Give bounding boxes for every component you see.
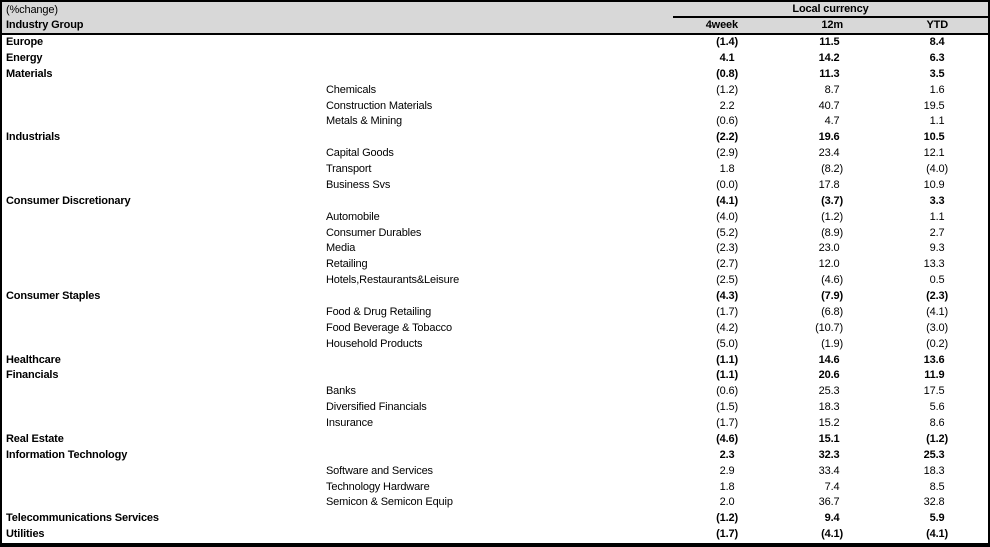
industry-group-label (2, 146, 324, 162)
value-12m: 15.2 (818, 417, 843, 429)
industry-group-label (2, 241, 324, 257)
value-12m: (3.7) (821, 194, 843, 207)
value-ytd: 10.9 (923, 178, 948, 191)
value-12m: (10.7) (815, 321, 843, 334)
value-4week: (1.5) (716, 401, 738, 414)
value-4week: (2.9) (716, 147, 738, 160)
value-ytd: 8.4 (929, 36, 948, 48)
value-4week: 1.8 (719, 163, 738, 175)
value-ytd: 19.5 (923, 99, 948, 112)
sub-industry-label (324, 289, 673, 305)
value-4week: 2.3 (719, 448, 738, 461)
value-12m: 4.7 (824, 115, 843, 128)
column-header-4week: 4week (705, 19, 738, 31)
table-row (2, 162, 988, 178)
value-12m: 17.8 (818, 178, 843, 191)
industry-group-label (2, 321, 324, 337)
value-4week: (4.2) (716, 321, 738, 334)
sub-industry-label (324, 67, 673, 83)
table-row (2, 448, 988, 464)
value-12m: 33.4 (818, 464, 843, 477)
industry-group-label (2, 99, 324, 115)
value-ytd: (1.2) (926, 432, 948, 445)
table-row (2, 495, 988, 511)
industry-group-label (2, 495, 324, 511)
table-row (2, 400, 988, 416)
value-4week: (1.7) (716, 417, 738, 429)
table-row (2, 146, 988, 162)
industry-group-label: Telecommunications Services (6, 512, 159, 525)
industry-group-label (2, 83, 324, 99)
value-4week: 2.9 (719, 464, 738, 477)
value-12m: (1.2) (821, 210, 843, 223)
value-ytd: 1.6 (929, 83, 948, 96)
value-4week: (0.6) (716, 115, 738, 128)
value-12m: 32.3 (818, 448, 843, 461)
table-row (2, 416, 988, 432)
industry-group-label: Industrials (6, 131, 60, 144)
value-12m: 14.6 (818, 353, 843, 366)
industry-group-column-header: Industry Group (6, 19, 84, 31)
value-12m: 14.2 (818, 51, 843, 64)
value-ytd: 0.5 (929, 274, 948, 287)
sub-industry-label (324, 511, 673, 527)
industry-group-label (2, 464, 324, 480)
value-12m: (4.6) (821, 274, 843, 287)
sub-industry-label: Software and Services (326, 464, 433, 477)
value-4week: (1.7) (716, 528, 738, 541)
value-12m: 36.7 (818, 496, 843, 509)
value-ytd: (0.2) (926, 337, 948, 350)
sub-industry-label: Automobile (326, 210, 380, 223)
sub-industry-label (324, 353, 673, 369)
value-12m: (6.8) (821, 305, 843, 318)
value-4week: 2.2 (719, 99, 738, 112)
header-row-currency (2, 2, 988, 18)
value-4week: (0.0) (716, 178, 738, 191)
industry-group-label: Healthcare (6, 353, 61, 366)
sub-industry-label: Food Beverage & Tobacco (326, 321, 452, 334)
value-12m: (7.9) (821, 290, 843, 302)
value-12m: (8.9) (821, 226, 843, 239)
table-row (2, 289, 988, 305)
value-ytd: 9.3 (929, 242, 948, 255)
sub-industry-label: Metals & Mining (326, 115, 403, 128)
value-ytd: 6.3 (929, 51, 948, 64)
industry-group-label (2, 416, 324, 432)
unit-label: (%change) (6, 4, 58, 16)
value-12m: (4.1) (821, 528, 843, 541)
industry-group-label (2, 480, 324, 496)
value-ytd: 13.6 (923, 353, 948, 366)
industry-group-label: Consumer Staples (6, 290, 101, 302)
value-4week: (4.6) (716, 432, 738, 445)
value-4week: (4.3) (716, 290, 738, 302)
industry-group-label: Real Estate (6, 432, 64, 445)
sub-industry-label: Transport (326, 163, 372, 175)
value-12m: 7.4 (824, 480, 843, 493)
value-ytd: 32.8 (923, 496, 948, 509)
value-12m: 23.0 (818, 242, 843, 255)
sub-industry-label (324, 35, 673, 51)
industry-group-label (2, 114, 324, 130)
industry-group-label (2, 210, 324, 226)
value-4week: (1.1) (716, 353, 738, 366)
value-ytd: 5.6 (929, 401, 948, 414)
sub-industry-label (324, 432, 673, 448)
value-ytd: 8.5 (929, 480, 948, 493)
sub-industry-label: Media (326, 242, 356, 255)
value-ytd: 1.1 (929, 210, 948, 223)
sub-industry-label: Capital Goods (326, 147, 394, 160)
sub-industry-label: Banks (326, 385, 356, 398)
value-ytd: (3.0) (926, 321, 948, 334)
value-4week: 2.0 (719, 496, 738, 509)
sub-industry-label: Technology Hardware (326, 480, 430, 493)
value-12m: 20.6 (818, 369, 843, 382)
value-ytd: 18.3 (923, 464, 948, 477)
sub-industry-label: Business Svs (326, 178, 391, 191)
industry-group-label (2, 384, 324, 400)
value-ytd: 17.5 (923, 385, 948, 398)
column-header-12m: 12m (821, 19, 843, 31)
value-12m: 9.4 (824, 512, 843, 525)
industry-group-label: Europe (6, 36, 43, 48)
value-12m: 19.6 (818, 131, 843, 144)
value-12m: 25.3 (818, 385, 843, 398)
value-12m: (1.9) (821, 337, 843, 350)
value-ytd: 3.5 (929, 67, 948, 80)
industry-group-label (2, 400, 324, 416)
industry-group-label (2, 178, 324, 194)
value-4week: (4.1) (716, 194, 738, 207)
industry-group-label: Materials (6, 67, 53, 80)
value-4week: (1.1) (716, 369, 738, 382)
industry-group-label: Financials (6, 369, 59, 382)
value-ytd: (4.1) (926, 528, 948, 541)
value-4week: (2.2) (716, 131, 738, 144)
table-row (2, 337, 988, 353)
value-ytd: 8.6 (929, 417, 948, 429)
industry-group-label (2, 226, 324, 242)
table-row (2, 194, 988, 210)
sub-industry-label (324, 368, 673, 384)
value-12m: 11.5 (819, 36, 843, 48)
value-4week: (1.2) (716, 83, 738, 96)
value-4week: (2.3) (716, 242, 738, 255)
value-ytd: 12.1 (923, 147, 948, 160)
table-row (2, 83, 988, 99)
value-12m: 23.4 (818, 147, 843, 160)
sub-industry-label: Consumer Durables (326, 226, 422, 239)
industry-group-label (2, 273, 324, 289)
value-4week: 1.8 (719, 480, 738, 493)
value-12m: (8.2) (821, 163, 843, 175)
sub-industry-label (324, 527, 673, 543)
value-12m: 12.0 (818, 258, 843, 271)
table-row (2, 226, 988, 242)
value-12m: 40.7 (818, 99, 843, 112)
value-ytd: 25.3 (923, 448, 948, 461)
value-ytd: 2.7 (929, 226, 948, 239)
sub-industry-label: Semicon & Semicon Equip (326, 496, 453, 509)
sub-industry-label: Retailing (326, 258, 368, 271)
table-row (2, 305, 988, 321)
value-ytd: 1.1 (929, 115, 948, 128)
industry-group-label: Energy (6, 51, 43, 64)
value-4week: (5.0) (716, 337, 738, 350)
table-row (2, 432, 988, 448)
value-4week: (1.2) (716, 512, 738, 525)
sub-industry-label: Construction Materials (326, 99, 433, 112)
sub-industry-label: Chemicals (326, 83, 376, 96)
value-12m: 11.3 (819, 67, 843, 80)
table-row (2, 210, 988, 226)
value-4week: (2.7) (716, 258, 738, 271)
industry-group-label: Information Technology (6, 448, 128, 461)
value-4week: 4.1 (719, 51, 738, 64)
table-row (2, 273, 988, 289)
table-row (2, 178, 988, 194)
table-header (2, 2, 988, 35)
value-ytd: (2.3) (926, 290, 948, 302)
sub-industry-label: Hotels,Restaurants&Leisure (326, 274, 460, 287)
sub-industry-label: Insurance (326, 417, 373, 429)
sub-industry-label: Food & Drug Retailing (326, 305, 432, 318)
value-ytd: 13.3 (923, 258, 948, 271)
value-4week: (0.8) (716, 67, 738, 80)
value-ytd: 11.9 (924, 369, 948, 382)
sub-industry-label (324, 448, 673, 464)
column-header-ytd: YTD (926, 19, 948, 31)
table-body (2, 35, 988, 543)
header-row-columns (2, 18, 988, 33)
industry-group-label (2, 337, 324, 353)
value-ytd: 3.3 (929, 194, 948, 207)
table-row (2, 368, 988, 384)
value-ytd: (4.1) (926, 305, 948, 318)
sub-industry-label (324, 51, 673, 67)
value-4week: (2.5) (716, 274, 738, 287)
table-row (2, 464, 988, 480)
table-row (2, 321, 988, 337)
value-ytd: 10.5 (923, 131, 948, 144)
industry-group-label: Utilities (6, 528, 45, 541)
table-row (2, 130, 988, 146)
value-4week: (0.6) (716, 385, 738, 398)
value-12m: 8.7 (824, 83, 843, 96)
sub-industry-label: Household Products (326, 337, 423, 350)
table-row (2, 114, 988, 130)
value-12m: 15.1 (818, 432, 843, 445)
table-row (2, 51, 988, 67)
industry-group-label: Consumer Discretionary (6, 194, 131, 207)
value-4week: (1.4) (716, 36, 738, 48)
industry-group-label (2, 305, 324, 321)
table-row (2, 480, 988, 496)
sub-industry-label: Diversified Financials (326, 401, 427, 414)
table-row (2, 511, 988, 527)
sub-industry-column-spacer (324, 18, 673, 33)
table-row (2, 99, 988, 115)
currency-group-header: Local currency (673, 2, 988, 18)
value-4week: (5.2) (716, 226, 738, 239)
table-row (2, 257, 988, 273)
table-row (2, 35, 988, 51)
sub-industry-label (324, 194, 673, 210)
table-row (2, 384, 988, 400)
industry-group-label (2, 257, 324, 273)
table-row (2, 527, 988, 543)
industry-group-label (2, 162, 324, 178)
value-12m: 18.3 (818, 401, 843, 414)
value-ytd: 5.9 (929, 512, 948, 525)
table-row (2, 353, 988, 369)
sub-industry-label (324, 130, 673, 146)
table-row (2, 67, 988, 83)
table-row (2, 241, 988, 257)
value-ytd: (4.0) (926, 163, 948, 175)
value-4week: (1.7) (716, 305, 738, 318)
value-4week: (4.0) (716, 210, 738, 223)
